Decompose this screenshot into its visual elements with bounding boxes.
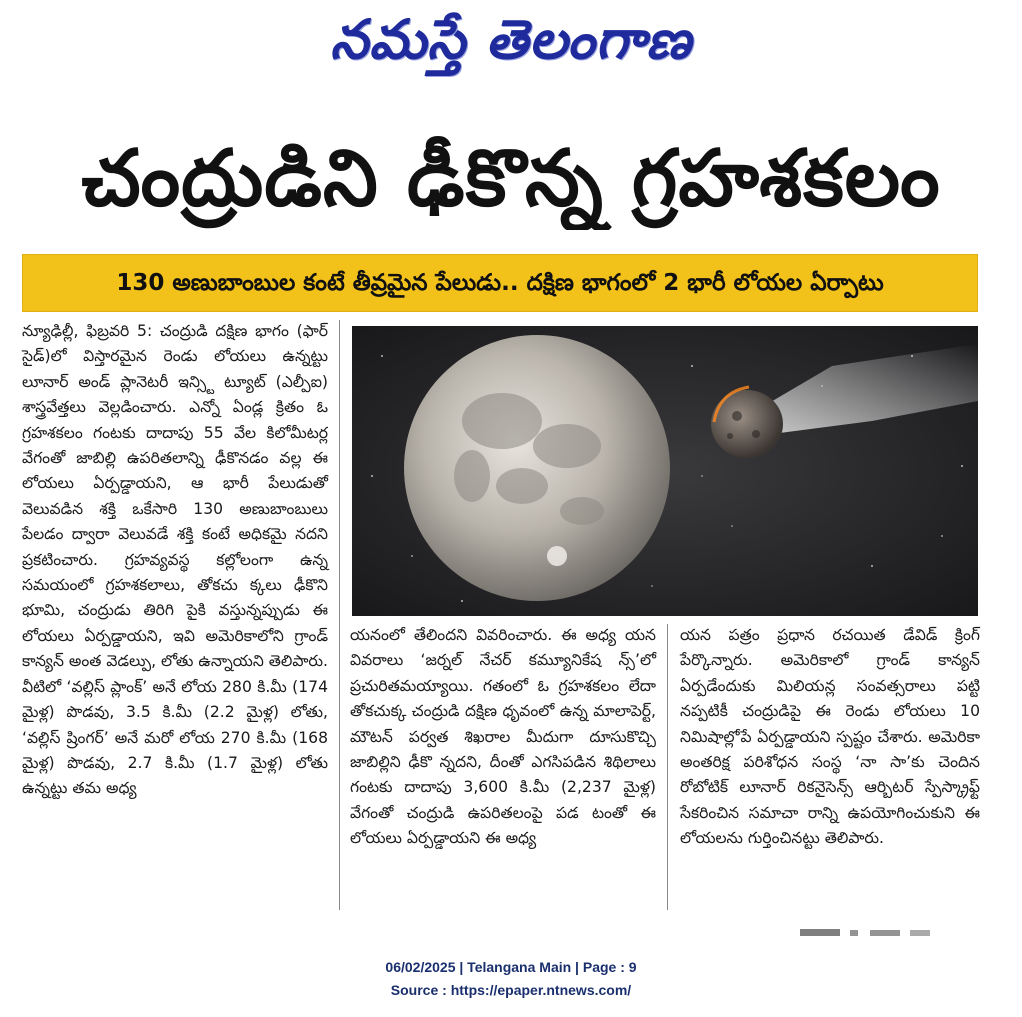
moon-asteroid-photo xyxy=(352,326,978,616)
masthead xyxy=(0,0,1022,80)
column-1-text: న్యూఢిల్లీ, ఫిబ్రవరి 5: చంద్రుడి దక్షిణ భాగం (ఫార్ సైడ్)లో విస్తారమైన రెండు లోయలు ఉన్నట్టు లూనార్ అండ్ ప్లానెటరీ ఇన్స్టి ట్యూట్ (ఎల్పీఐ) శాస్త్రవేత్తలు వెల్లడించారు. ఎన్నో ఏండ్ల క్రితం ఓ గ్రహశకలం గంటకు దాదాపు 55 వేల కిలోమీటర్ల వేగంతో జాబిల్లి ఉపరితలాన్ని ఢీకొనడం వల్ల ఈ లోయలు ఏర్పడ్డాయని, ఆ భారీ పేలుడుతో వెలువడిన శక్తి ఒకేసారి 130 అణుబాంబులు పేలడం ద్వారా వెలువడే శక్తి కంటే అధికమై నదని ప్రకటించారు. గ్రహవ్యవస్థ కల్లోలంగా ఉన్న సమయంలో గ్రహశకలాలు, తోకచు క్కలు ఢీకొని భూమి, చంద్రుడు తిరిగి పైకి వస్తున్నప్పుడు ఈ లోయలు ఏర్పడ్డాయని, ఇవి అమెరికాలోని గ్రాండ్ కాన్యన్ అంత వెడల్పు, లోతు ఉన్నాయని తెలిపారు. వీటిలో ‘వల్లిస్ ప్లాంక్’ అనే లోయ 280 కి.మీ (174 మైళ్ల) పొడవు, 3.5 కి.మీ (2.2 మైళ్ల) లోతు, ‘వల్లిస్ ష్రింగర్’ అనే మరో లోయ 270 కి.మీ (168 మైళ్ల) పొడవు, 2.7 కి.మీ (1.7 మైళ్ల) లోతు ఉన్నట్టు తమ అధ్య xyxy=(22,322,328,798)
subheadline-text: 130 అణుబాంబుల కంటే తీవ్రమైన పేలుడు.. దక్షిణ భాగంలో 2 భారీ లోయల ఏర్పాటు xyxy=(116,270,884,296)
article-headline: చంద్రుడిని ఢీకొన్న గ్రహశకలం xyxy=(81,134,941,224)
article-column-2 xyxy=(350,623,656,909)
subheadline-banner xyxy=(22,254,978,312)
footer-source-link[interactable]: Source : https://epaper.ntnews.com/ xyxy=(390,982,632,998)
column-divider xyxy=(339,320,340,910)
column-divider xyxy=(667,624,668,910)
page-footer xyxy=(0,956,1022,1002)
article-column-1 xyxy=(22,319,328,909)
column-3-text: యన పత్రం ప్రధాన రచయిత డేవిడ్ క్రింగ్ పేర్కొన్నారు. అమెరికాలో గ్రాండ్ కాన్యన్ ఏర్పడేందుకు మిలియన్ల సంవత్సరాలు పట్టి నప్పటికీ చంద్రుడిపై ఈ రెండు లోయలు 10 నిమిషాల్లోపే ఏర్పడ్డాయని స్పష్టం చేశారు. అమెరికా అంతరిక్ష పరిశోధన సంస్థ ‘నా సా’కు చెందిన రోబోటిక్ లూనార్ రికనైసెన్స్ ఆర్బిటర్ స్పేస్క్రాఫ్ట్ సేకరించిన సమాచా రాన్ని ఉపయోగించుకుని ఈ లోయలను గుర్తించినట్టు తెలిపారు. xyxy=(680,626,980,848)
footer-edition-info: 06/02/2025 | Telangana Main | Page : 9 xyxy=(385,959,637,975)
newspaper-logo: నమస్తే తెలంగాణ xyxy=(330,7,692,71)
cropped-text-fragment xyxy=(740,925,980,939)
column-2-text: యనంలో తేలిందని వివరించారు. ఈ అధ్య యన వివరాలు ‘జర్నల్ నేచర్ కమ్యూనికేష న్స్’లో ప్రచురితమయ్యాయి. గతంలో ఓ గ్రహశకలం లేదా తోకచుక్క చంద్రుడి దక్షిణ ధృవంలో ఉన్న మాలాపెర్ట్, మౌటన్ పర్వత శిఖరాల మీదుగా దూసుకొచ్చి జాబిల్లిని ఢీకొ న్నదని, దీంతో ఎగసిపడిన శిథిలాలు గంటకు దాదాపు 3,600 కి.మీ (2,237 మైళ్ల) వేగంతో చంద్రుడి ఉపరితలంపై పడ టంతో ఈ లోయలు ఏర్పడ్డాయని ఈ అధ్య xyxy=(350,626,656,848)
article-column-3 xyxy=(680,623,980,909)
